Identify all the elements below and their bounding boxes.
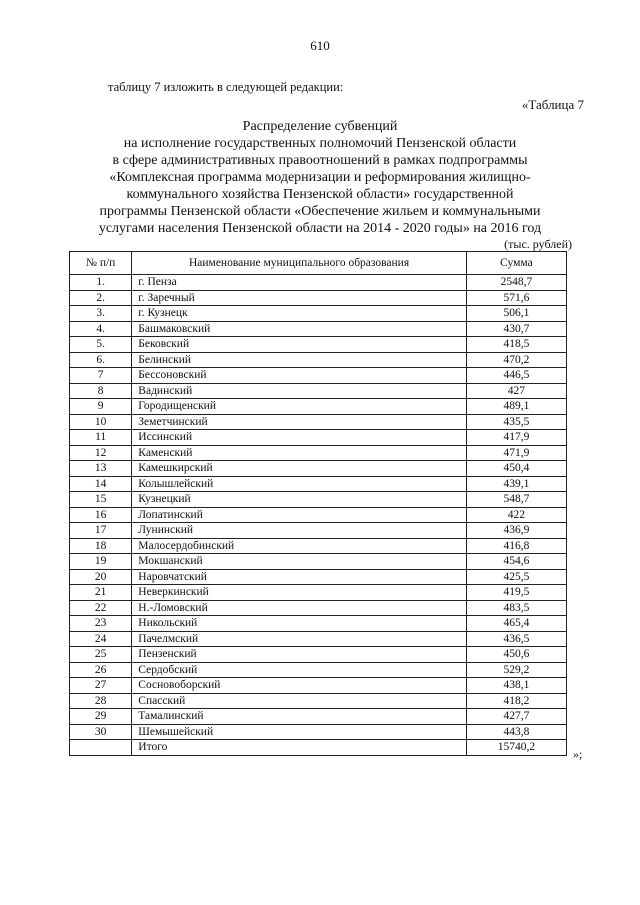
row-number: 19 <box>70 554 132 570</box>
table-row <box>70 461 567 477</box>
municipality-name: Н.-Ломовский <box>132 600 467 616</box>
title-line: Распределение субвенций <box>242 119 398 134</box>
table-header-row <box>70 252 567 275</box>
table-row <box>70 678 567 694</box>
row-number: 26 <box>70 662 132 678</box>
table-row <box>70 647 567 663</box>
table-row <box>70 275 567 291</box>
table-reference: «Таблица 7 <box>521 97 584 112</box>
row-number: 24 <box>70 631 132 647</box>
table-row <box>70 368 567 384</box>
municipality-name: Камешкирский <box>132 461 467 477</box>
municipality-name: Бессоновский <box>132 368 467 384</box>
amount-value: 529,2 <box>466 662 566 678</box>
table-row <box>70 399 567 415</box>
amount-value: 430,7 <box>466 321 566 337</box>
amount-value: 548,7 <box>466 492 566 508</box>
row-number: 30 <box>70 724 132 740</box>
amount-value: 436,5 <box>466 631 566 647</box>
table-row <box>70 585 567 601</box>
municipality-name: Малосердобинский <box>132 538 467 554</box>
table-row <box>70 476 567 492</box>
amount-value: 418,2 <box>466 693 566 709</box>
row-number: 16 <box>70 507 132 523</box>
row-number: 23 <box>70 616 132 632</box>
row-number: 12 <box>70 445 132 461</box>
amount-value: 483,5 <box>466 600 566 616</box>
table-row <box>70 352 567 368</box>
municipality-name: г. Заречный <box>132 290 467 306</box>
row-number: 25 <box>70 647 132 663</box>
amount-value: 450,4 <box>466 461 566 477</box>
table-row <box>70 709 567 725</box>
total-row <box>70 740 567 756</box>
municipality-name: Наровчатский <box>132 569 467 585</box>
municipality-name: Кузнецкий <box>132 492 467 508</box>
title-line: «Комплексная программа модернизации и реформирования жилищно- <box>109 170 531 185</box>
amount-value: 427 <box>466 383 566 399</box>
row-number: 5. <box>70 337 132 353</box>
municipality-name: Каменский <box>132 445 467 461</box>
amount-value: 2548,7 <box>466 275 566 291</box>
closing-mark: »; <box>573 747 583 761</box>
municipality-name: Лопатинский <box>132 507 467 523</box>
row-number: 17 <box>70 523 132 539</box>
page-number: 610 <box>310 38 330 53</box>
table-row <box>70 523 567 539</box>
table-row <box>70 306 567 322</box>
amount-value: 422 <box>466 507 566 523</box>
amount-value: 438,1 <box>466 678 566 694</box>
table-body <box>70 275 567 740</box>
table-row <box>70 383 567 399</box>
municipality-name: Белинский <box>132 352 467 368</box>
row-number: 27 <box>70 678 132 694</box>
row-number: 6. <box>70 352 132 368</box>
table-row <box>70 321 567 337</box>
municipality-name: г. Кузнецк <box>132 306 467 322</box>
municipality-name: Башмаковский <box>132 321 467 337</box>
table-row <box>70 414 567 430</box>
amount-value: 471,9 <box>466 445 566 461</box>
title-line: программы Пензенской области «Обеспечение жильем и коммунальными <box>99 204 541 219</box>
table-row <box>70 337 567 353</box>
table-row <box>70 600 567 616</box>
amount-value: 446,5 <box>466 368 566 384</box>
amount-value: 417,9 <box>466 430 566 446</box>
municipality-name: Иссинский <box>132 430 467 446</box>
row-number: 29 <box>70 709 132 725</box>
table-row <box>70 662 567 678</box>
municipality-name: Городищенский <box>132 399 467 415</box>
row-number: 8 <box>70 383 132 399</box>
municipality-name: Тамалинский <box>132 709 467 725</box>
row-number: 15 <box>70 492 132 508</box>
municipality-name: Неверкинский <box>132 585 467 601</box>
row-number: 18 <box>70 538 132 554</box>
municipality-name: Пачелмский <box>132 631 467 647</box>
document-title <box>70 118 570 237</box>
row-number: 9 <box>70 399 132 415</box>
total-label: Итого <box>132 740 467 756</box>
municipality-name: Шемышейский <box>132 724 467 740</box>
row-number: 10 <box>70 414 132 430</box>
table-row <box>70 507 567 523</box>
amount-value: 435,5 <box>466 414 566 430</box>
total-number-cell <box>70 740 132 756</box>
row-number: 7 <box>70 368 132 384</box>
municipality-name: г. Пенза <box>132 275 467 291</box>
row-number: 14 <box>70 476 132 492</box>
municipality-name: Сердобский <box>132 662 467 678</box>
row-number: 4. <box>70 321 132 337</box>
title-line: на исполнение государственных полномочий Пензенской области <box>123 136 517 151</box>
row-number: 21 <box>70 585 132 601</box>
row-number: 3. <box>70 306 132 322</box>
amount-value: 470,2 <box>466 352 566 368</box>
municipality-name: Колышлейский <box>132 476 467 492</box>
amount-value: 489,1 <box>466 399 566 415</box>
title-line: в сфере административных правоотношений в рамках подпрограммы <box>112 153 528 168</box>
municipality-name: Вадинский <box>132 383 467 399</box>
intro-text: таблицу 7 изложить в следующей редакции: <box>108 80 344 94</box>
amount-value: 427,7 <box>466 709 566 725</box>
amount-value: 436,9 <box>466 523 566 539</box>
amount-value: 439,1 <box>466 476 566 492</box>
table-row <box>70 538 567 554</box>
row-number: 2. <box>70 290 132 306</box>
header-number: № п/п <box>70 252 132 275</box>
table-row <box>70 569 567 585</box>
amount-value: 454,6 <box>466 554 566 570</box>
title-line: коммунального хозяйства Пензенской области» государственной <box>126 187 514 202</box>
table-row <box>70 554 567 570</box>
table-row <box>70 430 567 446</box>
amount-value: 571,6 <box>466 290 566 306</box>
row-number: 1. <box>70 275 132 291</box>
row-number: 20 <box>70 569 132 585</box>
amount-value: 419,5 <box>466 585 566 601</box>
municipality-name: Лунинский <box>132 523 467 539</box>
amount-value: 418,5 <box>466 337 566 353</box>
table-row <box>70 616 567 632</box>
row-number: 13 <box>70 461 132 477</box>
subvention-table <box>69 251 567 756</box>
amount-value: 450,6 <box>466 647 566 663</box>
amount-value: 506,1 <box>466 306 566 322</box>
header-municipality: Наименование муниципального образования <box>132 252 467 275</box>
row-number: 28 <box>70 693 132 709</box>
table-row <box>70 445 567 461</box>
amount-value: 425,5 <box>466 569 566 585</box>
table-row <box>70 693 567 709</box>
units-label: (тыс. рублей) <box>504 237 572 251</box>
header-amount: Сумма <box>466 252 566 275</box>
municipality-name: Пензенский <box>132 647 467 663</box>
table-row <box>70 724 567 740</box>
amount-value: 416,8 <box>466 538 566 554</box>
municipality-name: Мокшанский <box>132 554 467 570</box>
table-row <box>70 290 567 306</box>
municipality-name: Никольский <box>132 616 467 632</box>
row-number: 22 <box>70 600 132 616</box>
municipality-name: Сосновоборский <box>132 678 467 694</box>
total-value: 15740,2 <box>466 740 566 756</box>
amount-value: 443,8 <box>466 724 566 740</box>
amount-value: 465,4 <box>466 616 566 632</box>
municipality-name: Спасский <box>132 693 467 709</box>
table-row <box>70 492 567 508</box>
table-row <box>70 631 567 647</box>
municipality-name: Бековский <box>132 337 467 353</box>
row-number: 11 <box>70 430 132 446</box>
title-line: услугами населения Пензенской области на 2014 - 2020 годы» на 2016 год <box>98 221 542 236</box>
municipality-name: Земетчинский <box>132 414 467 430</box>
